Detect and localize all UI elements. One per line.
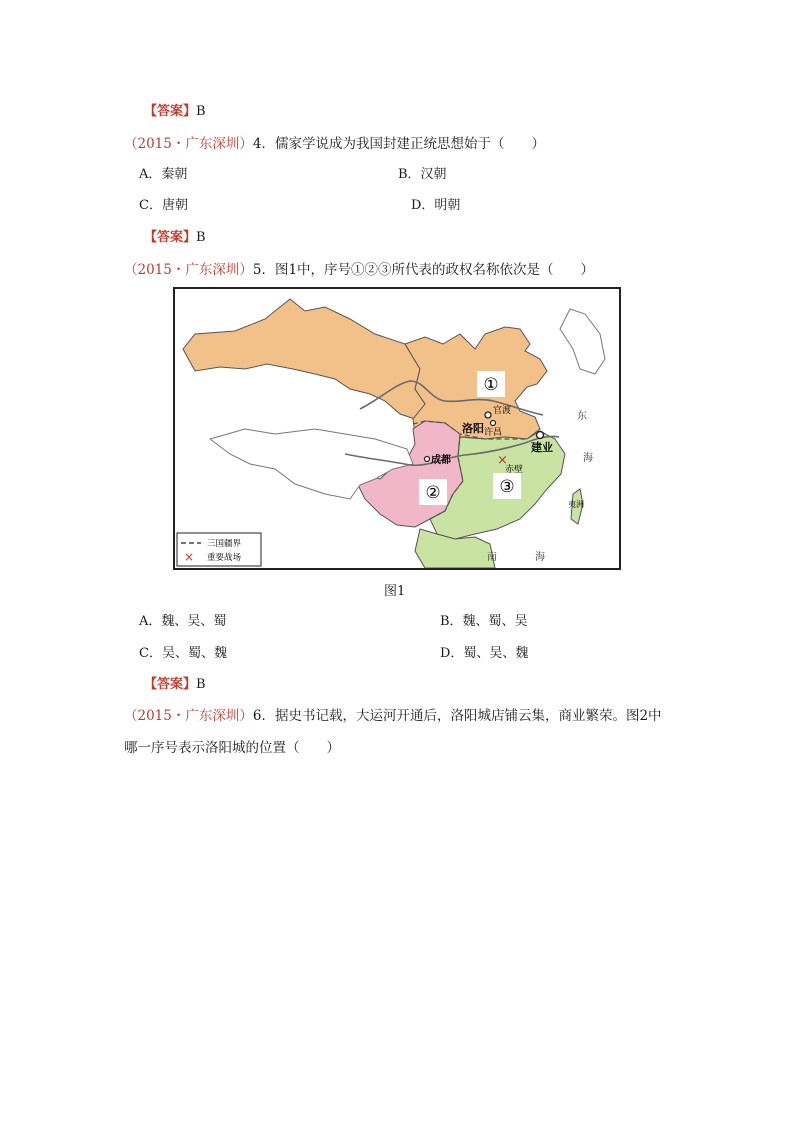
legend-battle-label: 重要战场 xyxy=(207,553,242,563)
chengdu-label: 成都 xyxy=(431,455,451,466)
answer-value: B xyxy=(196,677,206,692)
answer-value: B xyxy=(196,104,206,119)
sea-label-dong: 东 xyxy=(577,411,587,422)
q5-option-b[interactable]: B．魏、蜀、吴 xyxy=(440,614,528,629)
q5-option-a[interactable]: A．魏、吴、蜀 xyxy=(139,614,227,629)
xuchang-dot xyxy=(491,421,496,426)
yizhou-label: 夷洲 xyxy=(568,500,584,509)
marker-3-label: ③ xyxy=(499,477,515,497)
question-source: （2015・广东深圳） xyxy=(124,136,253,152)
answer-line xyxy=(144,229,206,247)
marker-1 xyxy=(477,371,505,397)
chibi-battle-icon: × xyxy=(497,453,508,468)
legend-border-label: 三国疆界 xyxy=(207,539,242,549)
battle-icon: × xyxy=(184,550,195,564)
answer-bracket-close: 】 xyxy=(183,230,197,245)
map-legend xyxy=(177,533,261,566)
luoyang-label: 洛阳 xyxy=(462,422,484,435)
question-4 xyxy=(124,135,545,153)
marker-2-label: ② xyxy=(425,483,441,503)
answer-bracket-open: 【 xyxy=(144,677,158,692)
answer-bracket-close: 】 xyxy=(183,104,197,119)
map-svg xyxy=(175,289,619,568)
sea-label-hai: 海 xyxy=(583,453,593,464)
question-5 xyxy=(124,261,594,279)
q5-option-c[interactable]: C．吴、蜀、魏 xyxy=(139,646,227,661)
chibi-label: 赤壁 xyxy=(505,465,524,475)
sea-label-nan: 南 xyxy=(487,552,497,563)
marker-1-label: ① xyxy=(483,375,499,395)
peninsula-outline xyxy=(560,309,605,374)
question-text-line1: 6．据史书记载，大运河开通后，洛阳城店铺云集，商业繁荣。图2中 xyxy=(252,708,662,724)
q4-option-d[interactable]: D．明朝 xyxy=(411,198,461,213)
answer-line xyxy=(144,103,206,121)
marker-2 xyxy=(419,479,447,505)
chengdu-dot xyxy=(425,457,430,462)
question-source: （2015・广东深圳） xyxy=(124,708,253,724)
three-kingdoms-map xyxy=(173,287,621,570)
q5-option-d[interactable]: D．蜀、吴、魏 xyxy=(440,646,529,661)
q4-option-b[interactable]: B．汉朝 xyxy=(398,167,447,182)
question-text: 5．图1中，序号①②③所代表的政权名称依次是（ ） xyxy=(252,262,595,278)
sea-label-nanhai-hai: 海 xyxy=(535,552,545,563)
wei-region xyxy=(183,299,425,419)
q4-option-c[interactable]: C．唐朝 xyxy=(139,198,188,213)
answer-value: B xyxy=(196,230,206,245)
xuchang-label: 许昌 xyxy=(484,428,503,438)
answer-bracket-close: 】 xyxy=(183,677,197,692)
question-source: （2015・广东深圳） xyxy=(124,262,253,278)
question-text: 4．儒家学说成为我国封建正统思想始于（ ） xyxy=(252,136,545,152)
answer-label: 答案 xyxy=(157,104,184,119)
figure-1-caption: 图1 xyxy=(384,584,406,599)
answer-label: 答案 xyxy=(157,230,184,245)
guandu-label: 官渡 xyxy=(493,406,512,416)
question-6-line2: 哪一序号表示洛阳城的位置（ ） xyxy=(124,740,340,756)
q4-option-a[interactable]: A．秦朝 xyxy=(139,167,188,182)
answer-label: 答案 xyxy=(157,677,184,692)
answer-bracket-open: 【 xyxy=(144,104,158,119)
jianye-label: 建业 xyxy=(531,441,553,454)
guandu-dot xyxy=(485,412,491,418)
answer-line xyxy=(144,676,206,694)
answer-bracket-open: 【 xyxy=(144,230,158,245)
marker-3 xyxy=(493,473,521,499)
question-6 xyxy=(124,707,662,725)
jianye-dot xyxy=(537,432,544,439)
